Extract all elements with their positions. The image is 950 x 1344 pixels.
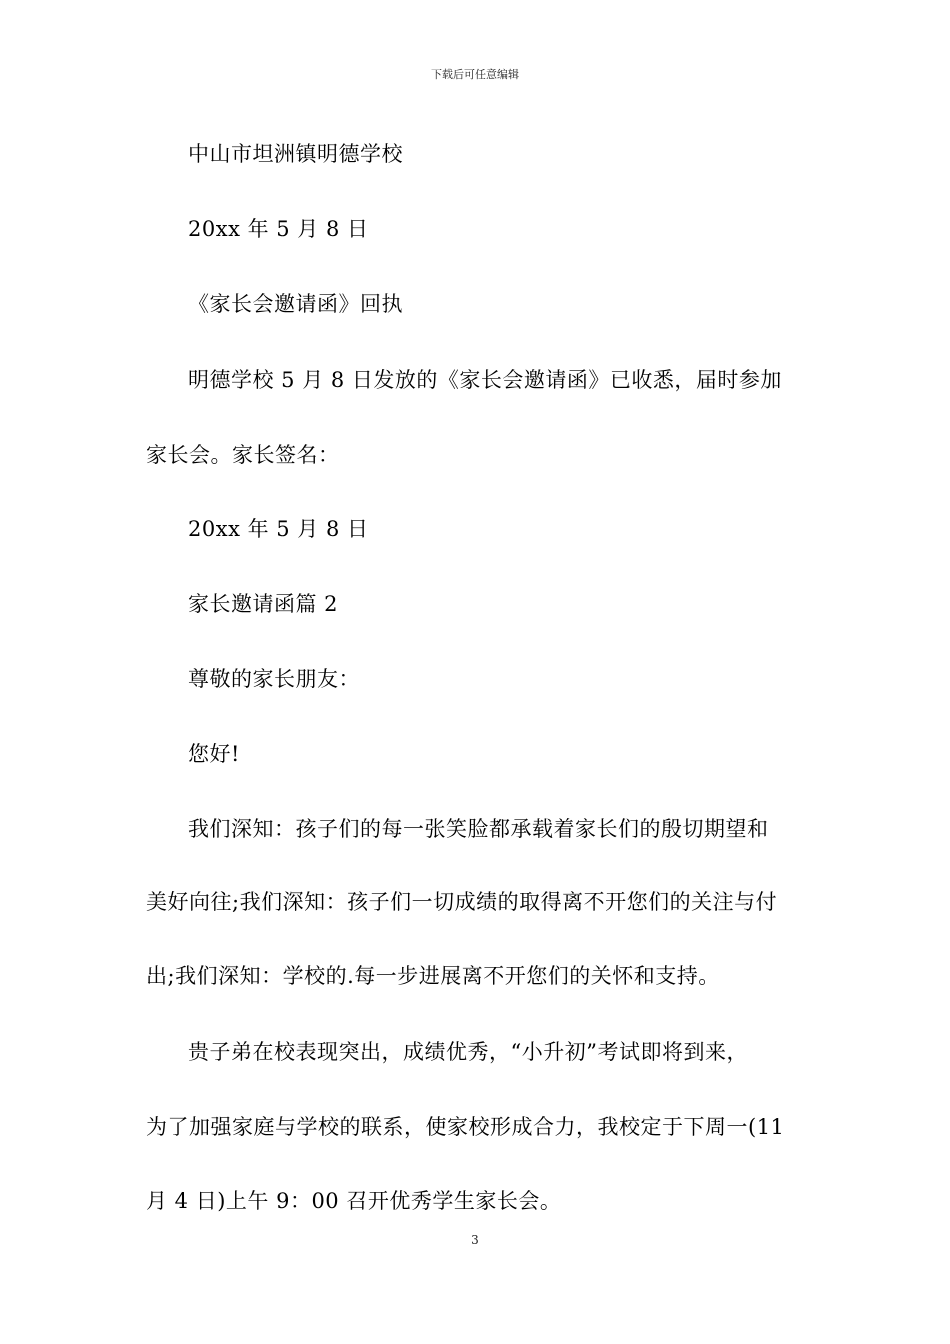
page-number: 3 [471,1233,479,1247]
paragraph-line: 明德学校 5 月 8 日发放的《家长会邀请函》已收悉，届时参加 [188,368,782,392]
section-heading: 家长邀请函篇 2 [188,592,339,616]
paragraph-line: 我们深知：孩子们的每一张笑脸都承载着家长们的殷切期望和 [188,817,769,841]
paragraph-line: 为了加强家庭与学校的联系，使家校形成合力，我校定于下周一(11 [146,1115,785,1139]
school-name: 中山市坦洲镇明德学校 [188,142,403,166]
paragraph-line: 贵子弟在校表现突出，成绩优秀，“小升初”考试即将到来， [188,1040,748,1064]
paragraph-line: 美好向往;我们深知：孩子们一切成绩的取得离不开您们的关注与付 [146,890,778,914]
greeting: 您好! [188,742,240,766]
date-line: 20xx 年 5 月 8 日 [188,217,369,241]
paragraph-line: 出;我们深知：学校的.每一步进展离不开您们的关怀和支持。 [146,964,720,988]
paragraph-line: 家长会。家长签名： [146,443,340,467]
paragraph-line: 月 4 日)上午 9：00 召开优秀学生家长会。 [146,1189,562,1213]
page-header: 下载后可任意编辑 [431,68,519,81]
date-line: 20xx 年 5 月 8 日 [188,517,369,541]
salutation: 尊敬的家长朋友： [188,667,360,691]
receipt-title: 《家长会邀请函》回执 [188,292,403,316]
